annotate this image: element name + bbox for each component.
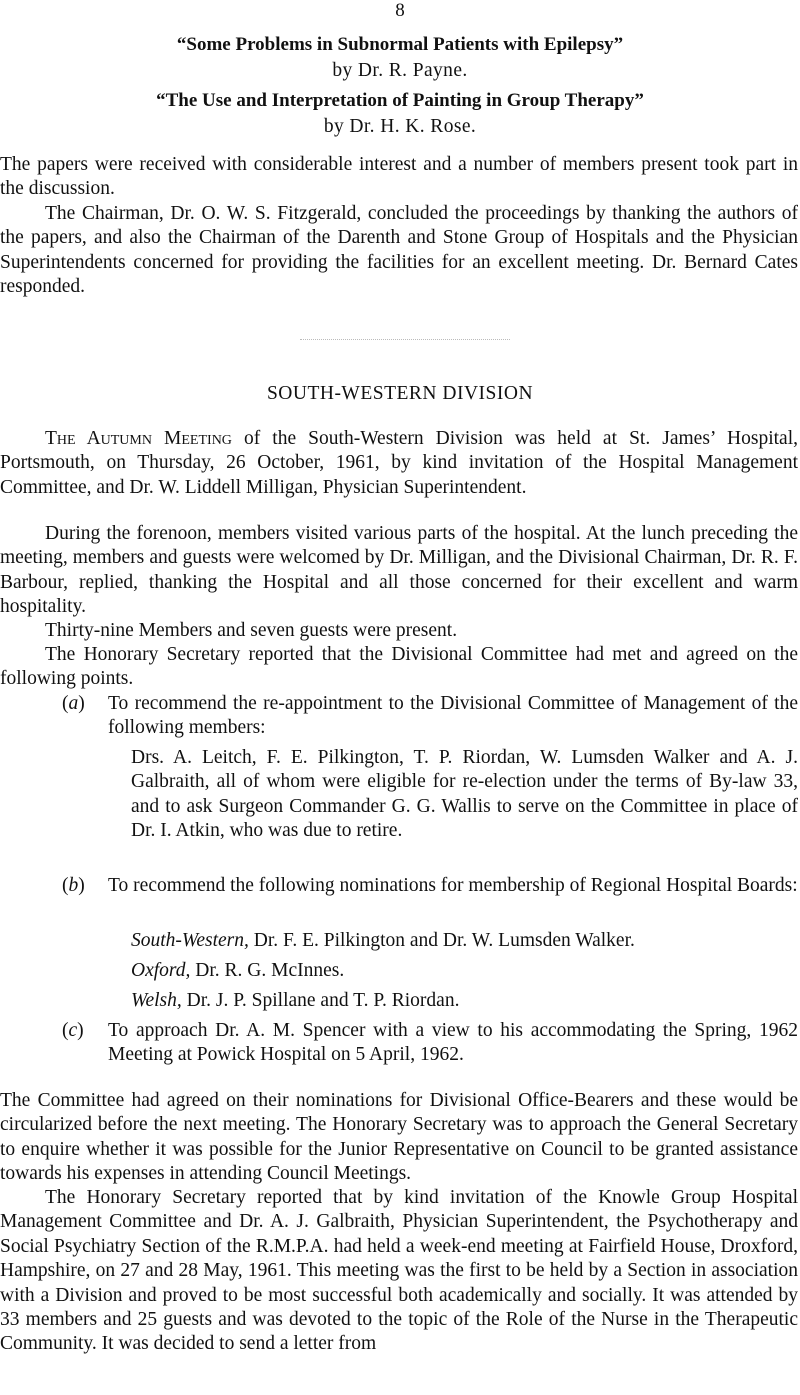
paragraph-office-bearers: The Committee had agreed on their nominations for Divisional Office-Bearers and these would be circularized before the next meeting. The Honorary Secretary was to approach the General Secretary to enquire whether it was possible for the Junior Representative on Council to be granted assistance towards his expenses in attending Council Meetings. <box>0 1090 798 1185</box>
paragraph-chairman: The Chairman, Dr. O. W. S. Fitzgerald, concluded the proceedings by thanking the authors of the papers, and also the Chairman of the Darenth and Stone Group of Hospitals and the Physician Superintendents concerned for providing the facilities for an excellent meeting. Dr. Bernard Cates responded. <box>0 203 798 298</box>
board-region: Oxford, <box>131 960 191 981</box>
list-item-a-text: To recommend the re-appointment to the Divisional Committee of Management of the following members: <box>108 693 798 739</box>
board-region: South-Western, <box>131 930 249 951</box>
list-item-b <box>62 874 798 898</box>
paragraph-knowle-group: The Honorary Secretary reported that by kind invitation of the Knowle Group Hospital Management Committee and Dr. A. J. Galbraith, Physician Superintendent, the Psychotherapy and Social Psychiatry Section of the R.M.P.A. had held a week-end meeting at Fairfield House, Droxford, Hampshire, on 27 and 28 May, 1961. This meeting was the first to be held by a Section in association with a Division and proved to be most successful both academically and socially. It was attended by 33 members and 25 guests and was devoted to the topic of the Role of the Nurse in the Therapeutic Community. It was decided to send a letter from <box>0 1187 798 1355</box>
board-nomination-welsh <box>131 989 798 1013</box>
board-names: Dr. F. E. Pilkington and Dr. W. Lumsden Walker. <box>248 930 635 951</box>
page-number: 8 <box>395 0 405 21</box>
list-item-b-text: To recommend the following nominations for membership of Regional Hospital Boards: <box>108 875 798 896</box>
paragraph-attendance: Thirty-nine Members and seven guests were present. <box>45 620 458 641</box>
board-nomination-south-western <box>131 929 798 953</box>
paragraph-autumn-meeting <box>0 427 798 500</box>
board-region: Welsh, <box>131 990 182 1011</box>
paragraph-discussion: The papers were received with considerable interest and a number of members present took part in the discussion. <box>0 154 798 200</box>
list-marker-a: (a) <box>62 693 85 714</box>
list-marker-c: (c) <box>62 1020 84 1041</box>
paper-author-2: by Dr. H. K. Rose. <box>323 116 477 137</box>
autumn-meeting-text: of the South-Western Division was held at St. James’ Hospital, Portsmouth, on Thursday, 26 October, 1961, by kind invitation of the Hospital Management Committee, and Dr. W. Liddell Milligan, Physician Superintendent. <box>0 428 798 498</box>
list-item-c-text: To approach Dr. A. M. Spencer with a view to his accommodating the Spring, 1962 Meeting at Powick Hospital on 5 April, 1962. <box>108 1020 798 1066</box>
paper-author-1: by Dr. R. Payne. <box>332 60 468 81</box>
list-marker-b: (b) <box>62 875 85 896</box>
paragraph-forenoon: During the forenoon, members visited various parts of the hospital. At the lunch preceding the meeting, members and guests were welcomed by Dr. Milligan, and the Divisional Chairman, Dr. R. F. Barbour, replied, thanking the Hospital and all those concerned for their excellent and warm hospitality. <box>0 523 798 618</box>
board-names: Dr. R. G. McInnes. <box>190 960 345 981</box>
board-nomination-oxford <box>131 959 798 983</box>
section-heading: SOUTH-WESTERN DIVISION <box>266 383 534 404</box>
board-names: Dr. J. P. Spillane and T. P. Riordan. <box>181 990 460 1011</box>
list-item-c <box>62 1019 798 1068</box>
section-divider <box>300 339 510 342</box>
paragraph-committee-report: The Honorary Secretary reported that the Divisional Committee had met and agreed on the following points. <box>0 644 798 690</box>
list-item-a <box>62 692 798 741</box>
list-item-a-members: Drs. A. Leitch, F. E. Pilkington, T. P. Riordan, W. Lumsden Walker and A. J. Galbraith, all of whom were eligible for re-election under the terms of By-law 33, and to ask Surgeon Commander G. G. Wallis to serve on the Committee in place of Dr. I. Atkin, who was due to retire. <box>131 747 798 842</box>
paper-title-2: “The Use and Interpretation of Painting in Group Therapy” <box>156 90 644 111</box>
autumn-meeting-lead: The Autumn Meeting <box>45 428 232 449</box>
paper-title-1: “Some Problems in Subnormal Patients with Epilepsy” <box>176 34 624 55</box>
